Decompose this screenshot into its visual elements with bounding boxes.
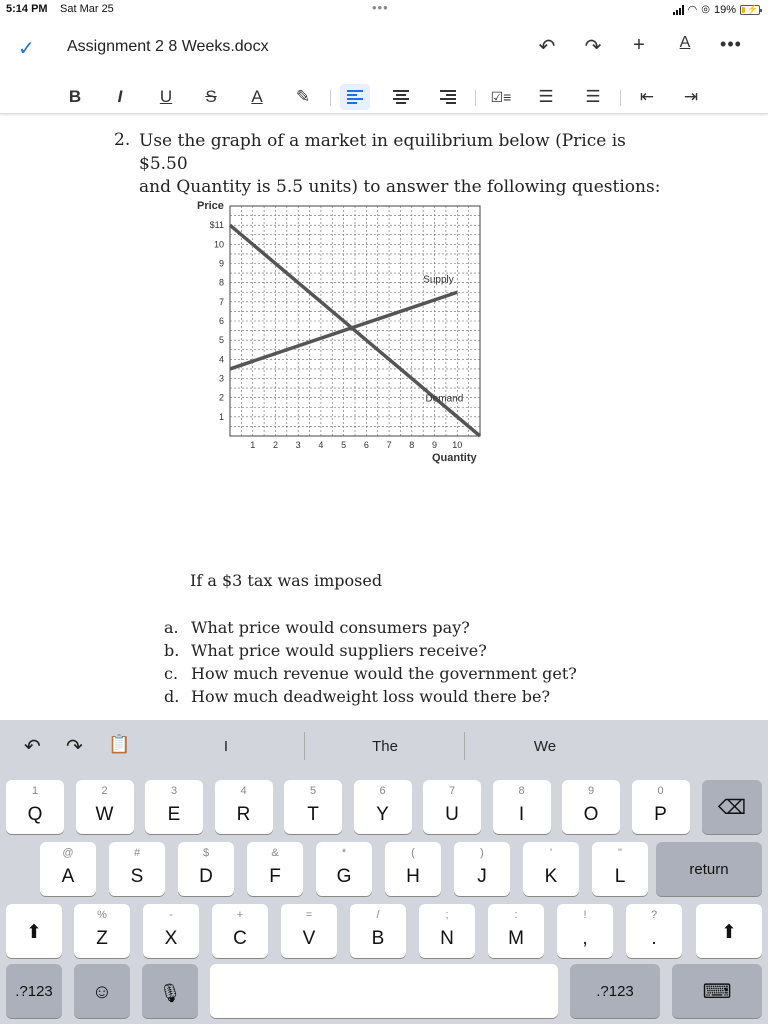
- key-q[interactable]: 1 Q: [6, 780, 64, 834]
- key-a[interactable]: @ A: [40, 842, 96, 896]
- x-tick-label: 2: [272, 440, 278, 450]
- suggestion-bar: [0, 720, 768, 772]
- x-tick-label: 1: [250, 440, 256, 450]
- x-tick-label: 6: [363, 440, 369, 450]
- list-item: d. How much deadweight loss would there be?: [164, 687, 551, 706]
- x-tick-label: 7: [386, 440, 392, 450]
- format-toolbar: [0, 80, 768, 114]
- toolbar-divider: [620, 90, 621, 106]
- align-right-button[interactable]: [433, 84, 463, 110]
- dictation-mic-key[interactable]: 🎙: [142, 964, 198, 1018]
- key-b[interactable]: / B: [350, 904, 406, 958]
- y-tick-label: 8: [218, 277, 224, 288]
- question-number: 2.: [114, 130, 131, 150]
- signal-icon: [673, 5, 684, 15]
- undo-button[interactable]: ↶: [538, 36, 556, 58]
- highlight-pen-icon[interactable]: ✎: [295, 87, 311, 106]
- key-m[interactable]: : M: [488, 904, 544, 958]
- numbers-key-right[interactable]: .?123: [570, 964, 660, 1018]
- document-body[interactable]: [0, 116, 768, 720]
- location-icon: ◎: [701, 4, 710, 15]
- key-t[interactable]: 5 T: [284, 780, 342, 834]
- y-tick-label: 3: [218, 373, 224, 384]
- text-format-button[interactable]: A: [679, 34, 691, 51]
- x-tick-label: 5: [341, 440, 347, 450]
- align-left-button[interactable]: [340, 84, 370, 110]
- question-text: [139, 130, 679, 199]
- key-y[interactable]: 6 Y: [354, 780, 412, 834]
- align-center-button[interactable]: [386, 84, 416, 110]
- battery-icon: [740, 5, 760, 15]
- bold-button[interactable]: B: [68, 87, 82, 106]
- underline-button[interactable]: U: [159, 87, 173, 106]
- shift-right-key[interactable]: ⬆: [696, 904, 762, 958]
- key-j[interactable]: ) J: [454, 842, 510, 896]
- key-w[interactable]: 2 W: [76, 780, 134, 834]
- x-axis-ticks: [250, 440, 462, 450]
- y-tick-label: 9: [218, 258, 224, 269]
- toolbar-divider: [330, 90, 331, 106]
- x-tick-label: 10: [452, 440, 463, 450]
- status-bar: [0, 0, 768, 20]
- suggestion-word[interactable]: We: [533, 738, 557, 755]
- y-axis-label: Price: [197, 200, 224, 212]
- status-time: 5:14 PM: [6, 3, 48, 15]
- key-c[interactable]: + C: [212, 904, 268, 958]
- suggestion-divider: [304, 732, 305, 760]
- key-k[interactable]: ' K: [523, 842, 579, 896]
- toolbar-divider: [475, 90, 476, 106]
- key-g[interactable]: * G: [316, 842, 372, 896]
- key-i[interactable]: 8 I: [493, 780, 551, 834]
- x-axis-label: Quantity: [432, 452, 477, 464]
- charging-icon: ⚡: [747, 3, 759, 14]
- key-l[interactable]: " L: [592, 842, 648, 896]
- checklist-button[interactable]: ☑≡: [490, 89, 512, 105]
- insert-button[interactable]: +: [633, 34, 645, 56]
- bulleted-list-button[interactable]: ☰: [538, 87, 554, 106]
- italic-button[interactable]: I: [117, 87, 123, 106]
- wifi-icon: ◠: [687, 4, 698, 16]
- y-tick-label: 5: [218, 335, 224, 346]
- y-tick-label: 6: [218, 316, 224, 326]
- demand-label: Demand: [425, 393, 464, 405]
- y-tick-label: 10: [213, 239, 224, 250]
- key-p[interactable]: 0 P: [632, 780, 690, 834]
- question-line: and Quantity is 5.5 units) to answer the following questions:: [139, 177, 661, 197]
- market-graph[interactable]: [190, 198, 490, 473]
- decrease-indent-button[interactable]: ⇤: [639, 87, 655, 106]
- numbered-list-button[interactable]: ☰: [585, 87, 601, 106]
- key-z[interactable]: % Z: [74, 904, 130, 958]
- strikethrough-button[interactable]: S: [205, 87, 217, 106]
- shift-left-key[interactable]: ⬆: [6, 904, 62, 958]
- document-title[interactable]: Assignment 2 8 Weeks.docx: [67, 38, 269, 55]
- space-key[interactable]: [210, 964, 558, 1018]
- key-o[interactable]: 9 O: [562, 780, 620, 834]
- title-bar: [0, 28, 768, 68]
- list-item: c. How much revenue would the government get?: [164, 664, 577, 683]
- key-punct-7[interactable]: ! ,: [557, 904, 613, 958]
- key-d[interactable]: $ D: [178, 842, 234, 896]
- paste-icon[interactable]: 📋: [108, 734, 131, 754]
- x-tick-label: 8: [409, 440, 415, 450]
- tax-statement: If a $3 tax was imposed: [190, 571, 383, 590]
- key-h[interactable]: ( H: [385, 842, 441, 896]
- y-tick-label: 1: [218, 411, 224, 422]
- y-tick-label: 7: [218, 296, 224, 307]
- y-tick-label: $11: [209, 220, 224, 231]
- suggestion-word[interactable]: I: [223, 738, 229, 755]
- numbers-key-left[interactable]: .?123: [6, 964, 62, 1018]
- key-r[interactable]: 4 R: [215, 780, 273, 834]
- emoji-key[interactable]: ☺: [74, 964, 130, 1018]
- list-item: a. What price would consumers pay?: [164, 618, 470, 637]
- key-u[interactable]: 7 U: [423, 780, 481, 834]
- text-color-button[interactable]: A: [251, 87, 263, 106]
- key-e[interactable]: 3 E: [145, 780, 203, 834]
- hide-keyboard-key[interactable]: ⌨: [672, 964, 762, 1018]
- battery-percent: 19%: [713, 3, 736, 16]
- key-n[interactable]: ; N: [419, 904, 475, 958]
- x-tick-label: 4: [318, 440, 324, 450]
- undo-icon[interactable]: ↶: [24, 736, 41, 758]
- more-options-button[interactable]: •••: [720, 34, 742, 54]
- multitasking-dots[interactable]: •••: [372, 0, 389, 15]
- return-key[interactable]: return: [656, 842, 762, 896]
- suggestion-divider: [464, 732, 465, 760]
- suggestion-word[interactable]: The: [372, 738, 398, 755]
- key-x[interactable]: - X: [143, 904, 199, 958]
- y-axis-ticks: [210, 220, 224, 422]
- redo-button[interactable]: ↷: [584, 36, 602, 58]
- key-f[interactable]: & F: [247, 842, 303, 896]
- question-list: [164, 616, 577, 708]
- question-line: Use the graph of a market in equilibrium below (Price is $5.50: [139, 131, 626, 174]
- delete-key[interactable]: ⌫: [702, 780, 762, 834]
- status-date: Sat Mar 25: [60, 3, 114, 15]
- supply-label: Supply: [423, 274, 454, 286]
- x-tick-label: 9: [432, 440, 438, 450]
- key-v[interactable]: = V: [281, 904, 337, 958]
- key-s[interactable]: # S: [109, 842, 165, 896]
- y-tick-label: 2: [218, 392, 224, 403]
- y-tick-label: 4: [218, 354, 224, 365]
- on-screen-keyboard: [0, 720, 768, 1024]
- x-tick-label: 3: [295, 440, 301, 450]
- key-punct-8[interactable]: ? .: [626, 904, 682, 958]
- done-check-icon[interactable]: ✓: [18, 38, 35, 60]
- redo-icon[interactable]: ↷: [66, 736, 83, 758]
- increase-indent-button[interactable]: ⇥: [683, 87, 699, 106]
- list-item: b. What price would suppliers receive?: [164, 641, 487, 660]
